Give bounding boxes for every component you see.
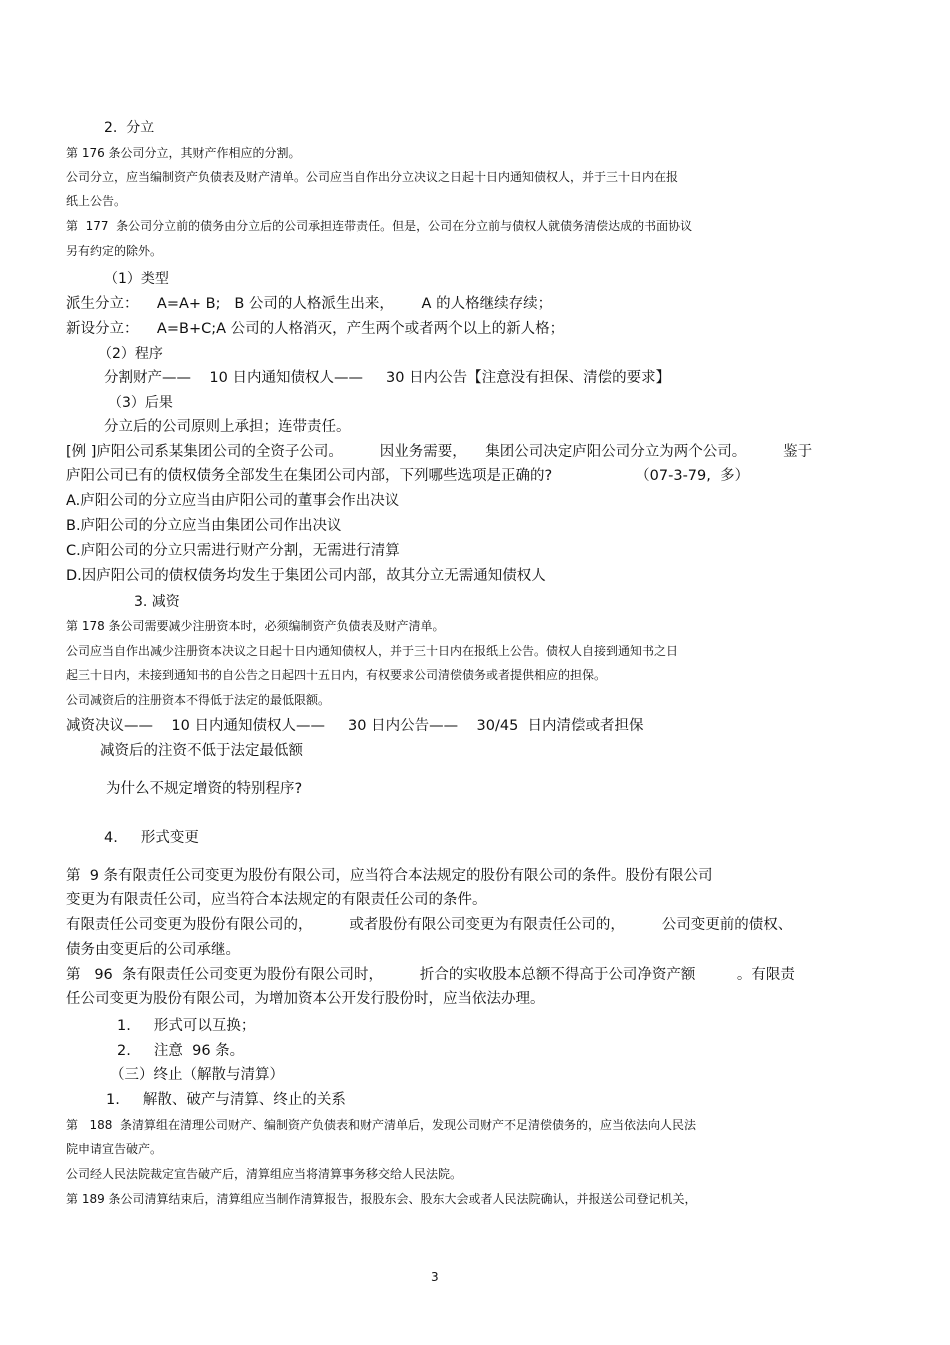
- paragraph-line: 公司分立，应当编制资产负债表及财产清单。公司应当自作出分立决议之日起十日内通知债权人，并于三十日内在报: [66, 170, 679, 184]
- option-b: B.庐阳公司的分立应当由集团公司作出决议: [66, 518, 342, 534]
- article-9: 第 9 条有限责任公司变更为股份有限公司，应当符合本法规定的股份有限公司的条件。股份有限公司: [66, 868, 713, 884]
- paragraph-line: 纸上公告。: [66, 194, 127, 208]
- paragraph-line: 派生分立： A=A+ B; B 公司的人格派生出来， A 的人格继续存续；: [66, 296, 553, 312]
- paragraph-line: 院申请宣告破产。: [66, 1142, 163, 1156]
- heading-form-change: 4. 形式变更: [104, 830, 199, 846]
- subheading-consequence: （3）后果: [108, 395, 173, 411]
- heading-capital-reduction: 3. 减资: [134, 594, 180, 610]
- paragraph-line: 任公司变更为股份有限公司，为增加资本公开发行股份时，应当依法办理。: [66, 991, 545, 1007]
- example-question: 庐阳公司已有的债权债务全部发生在集团公司内部，下列哪些选项是正确的? （07-3-79, 多）: [66, 468, 750, 484]
- paragraph-line: 减资后的注资不低于法定最低额: [100, 743, 303, 759]
- paragraph-line: 新设分立： A=B+C;A 公司的人格消灭，产生两个或者两个以上的新人格；: [66, 321, 565, 337]
- paragraph-line: 公司应当自作出减少注册资本决议之日起十日内通知债权人，并于三十日内在报纸上公告。债权人自接到通知书之日: [66, 644, 679, 658]
- article-189: 第 189 条公司清算结束后，清算组应当制作清算报告，报股东会、股东大会或者人民法院确认，并报送公司登记机关，: [66, 1192, 697, 1206]
- paragraph-line: 债务由变更后的公司承继。: [66, 942, 240, 958]
- list-item: 1. 形式可以互换；: [117, 1018, 256, 1034]
- article-188: 第 188 条清算组在清理公司财产、编制资产负债表和财产清单后，发现公司财产不足清偿债务的，应当依法向人民法: [66, 1118, 696, 1132]
- subheading-procedure: （2）程序: [98, 346, 163, 362]
- option-d: D.因庐阳公司的债权债务均发生于集团公司内部，故其分立无需通知债权人: [66, 568, 546, 584]
- paragraph-line: 另有约定的除外。: [66, 244, 163, 258]
- article-96: 第 96 条有限责任公司变更为股份有限公司时， 折合的实收股本总额不得高于公司净资产额 。有限责: [66, 967, 795, 983]
- page-number: 3: [431, 1270, 439, 1284]
- paragraph-line: 公司经人民法院裁定宣告破产后，清算组应当将清算事务移交给人民法院。: [66, 1167, 463, 1181]
- paragraph-line: 分割财产—— 10 日内通知债权人—— 30 日内公告【注意没有担保、清偿的要求】: [104, 370, 671, 386]
- paragraph-line: 起三十日内，未接到通知书的自公告之日起四十五日内，有权要求公司清偿债务或者提供相应的担保。: [66, 668, 607, 682]
- example-question: [例 ]庐阳公司系某集团公司的全资子公司。 因业务需要， 集团公司决定庐阳公司分立为两个公司。 鉴于: [66, 444, 813, 460]
- paragraph-line: 变更为有限责任公司，应当符合本法规定的有限责任公司的条件。: [66, 892, 487, 908]
- heading-division: 2. 分立: [104, 120, 155, 136]
- list-item: 2. 注意 96 条。: [117, 1043, 245, 1059]
- article-177: 第 177 条公司分立前的债务由分立后的公司承担连带责任。但是，公司在分立前与债权人就债务清偿达成的书面协议: [66, 219, 693, 233]
- question-line: 为什么不规定增资的特别程序?: [106, 781, 303, 797]
- paragraph-line: 减资决议—— 10 日内通知债权人—— 30 日内公告—— 30/45 日内清偿或者担保: [66, 718, 644, 734]
- paragraph-line: 分立后的公司原则上承担；连带责任。: [104, 419, 351, 435]
- option-a: A.庐阳公司的分立应当由庐阳公司的董事会作出决议: [66, 493, 400, 509]
- article-178: 第 178 条公司需要减少注册资本时，必须编制资产负债表及财产清单。: [66, 619, 445, 633]
- list-item: 1. 解散、破产与清算、终止的关系: [106, 1092, 346, 1108]
- paragraph-line: 有限责任公司变更为股份有限公司的， 或者股份有限公司变更为有限责任公司的， 公司变更前的债权、: [66, 917, 793, 933]
- heading-termination: （三）终止（解散与清算）: [110, 1067, 284, 1083]
- option-c: C.庐阳公司的分立只需进行财产分割，无需进行清算: [66, 543, 400, 559]
- subheading-type: （1）类型: [104, 271, 169, 287]
- paragraph-line: 公司减资后的注册资本不得低于法定的最低限额。: [66, 693, 331, 707]
- article-176: 第 176 条公司分立，其财产作相应的分割。: [66, 146, 301, 160]
